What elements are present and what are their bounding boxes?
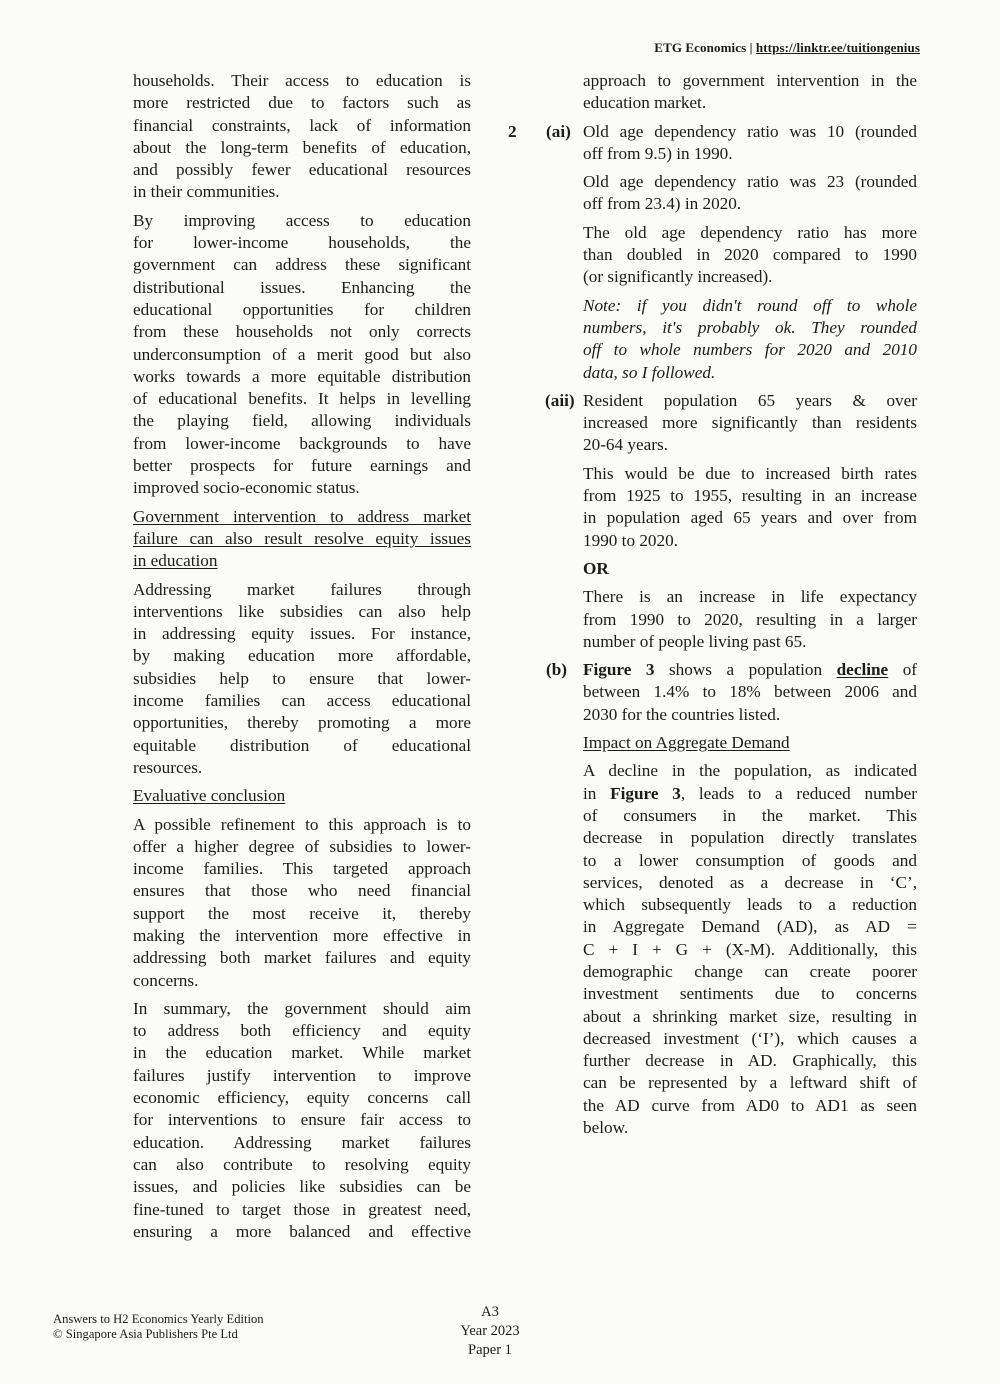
question-number: 2: [508, 121, 517, 141]
text-line: in addressing equity issues. For instance,: [133, 624, 471, 644]
text-line: opportunities, thereby promoting a more: [133, 713, 471, 733]
text-line: can also contribute to resolving equity: [133, 1154, 471, 1174]
text-line: In summary, the government should aim: [133, 998, 471, 1018]
text-line: education market.: [583, 93, 707, 113]
section-heading-ad: Impact on Aggregate Demand: [583, 733, 790, 753]
text-line: Addressing market failures through: [133, 579, 471, 599]
text-line: of consumers in the market. This: [583, 805, 917, 825]
text-line: subsidies help to ensure that lower-: [133, 668, 471, 688]
paragraph-summary: [133, 998, 471, 1243]
text-line: for interventions to ensure fair access to: [133, 1110, 471, 1130]
text-line: There is an increase in life expectancy: [583, 587, 917, 607]
question-2-ai: [508, 121, 917, 166]
brand-name: ETG Economics: [654, 40, 747, 55]
text-line: failure can also result resolve equity issues: [133, 528, 471, 548]
paragraph-access: [133, 70, 471, 204]
text-line: in Aggregate Demand (AD), as AD =: [583, 917, 917, 937]
footer-book-title: Answers to H2 Economics Yearly Edition: [53, 1312, 264, 1326]
text-line: below.: [583, 1118, 629, 1138]
section-heading-conclusion: Evaluative conclusion: [133, 786, 286, 806]
text-line: investment sentiments due to concerns: [583, 984, 917, 1004]
text-line: ensures that those who need financial: [133, 881, 471, 901]
text-line: to address both efficiency and equity: [133, 1021, 471, 1041]
text-line: education. Addressing market failures: [133, 1132, 471, 1152]
text-line: making the intervention more effective in: [133, 925, 471, 945]
text-line: households. Their access to education is: [133, 71, 471, 90]
text-line: offer a higher degree of subsidies to lower-: [133, 836, 471, 856]
paragraph-figure3-decline: Figure 3 shows a population decline of between 1.4% to 18% between 2006 and 2030 for the countries listed.: [583, 659, 917, 726]
header-link[interactable]: https://linktr.ee/tuitiongenius: [755, 40, 920, 55]
text-line: By improving access to education: [133, 210, 471, 230]
paragraph-summary-continued: [583, 70, 917, 115]
text-line: addressing both market failures and equity: [133, 948, 471, 968]
paragraph-improving-access: [133, 210, 471, 500]
text-line: interventions like subsidies can also help: [133, 601, 471, 621]
text-line: from lower-income backgrounds to have: [133, 433, 471, 453]
text-line: in education: [133, 551, 218, 571]
text-line: Resident population 65 years & over: [583, 390, 917, 410]
footer-copyright: © Singapore Asia Publishers Pte Ltd: [53, 1327, 238, 1341]
text-line: Old age dependency ratio was 23 (rounded: [583, 172, 917, 192]
paragraph-life-expectancy: [583, 586, 917, 653]
text-line: further decrease in AD. Graphically, this: [583, 1051, 917, 1071]
text-line: demographic change can create poorer: [583, 961, 917, 981]
paragraph-ratio-2020: [583, 171, 917, 216]
section-heading-equity: [133, 506, 471, 573]
text-line: from 1990 to 2020, resulting in a larger: [583, 609, 917, 629]
page-header: [654, 40, 920, 56]
note-rounding: [583, 295, 917, 384]
part-label-b: (b): [546, 660, 568, 680]
text-line: from these households not only corrects: [133, 322, 471, 342]
text-line: This would be due to increased birth rates: [583, 463, 917, 483]
text-line: C + I + G + (X-M). Additionally, this: [583, 939, 917, 959]
text-line: Old age dependency ratio was 10 (rounded: [583, 121, 917, 141]
text-line: The old age dependency ratio has more: [583, 222, 917, 242]
text-line: increased more significantly than residents: [583, 413, 917, 433]
text-line: improved socio-economic status.: [133, 478, 360, 498]
text-line: income families. This targeted approach: [133, 859, 471, 879]
part-label-ai: (ai): [546, 121, 571, 141]
text-line: Note: if you didn't round off to whole: [583, 295, 917, 315]
text-line: services, denoted as a decrease in ‘C’,: [583, 872, 917, 892]
text-line: decrease in population directly translates: [583, 828, 917, 848]
text-line: Government intervention to address market: [133, 506, 471, 526]
right-column: [508, 70, 918, 1145]
text-line: to a lower consumption of goods and: [583, 850, 917, 870]
text-line: and possibly fewer educational resources: [133, 160, 471, 180]
header-separator: |: [746, 40, 756, 55]
part-label-aii: (aii): [545, 390, 575, 410]
text-line: in their communities.: [133, 182, 280, 202]
text-line: off from 9.5) in 1990.: [583, 143, 733, 163]
text-line: A possible refinement to this approach is to: [133, 814, 471, 834]
text-line: fine-tuned to target those in greatest need,: [133, 1199, 471, 1219]
text-line: about a shrinking market size, resulting in: [583, 1006, 917, 1026]
text-line: off from 23.4) in 2020.: [583, 194, 742, 214]
text-line: the AD curve from AD0 to AD1 as seen: [583, 1095, 917, 1115]
text-line: underconsumption of a merit good but also: [133, 344, 471, 364]
text-line: issues, and policies like subsidies can be: [133, 1177, 471, 1197]
left-column: [133, 70, 471, 1249]
text-line: government can address these significant: [133, 255, 471, 275]
text-line: works towards a more equitable distribution: [133, 366, 471, 386]
footer-year: Year 2023: [460, 1323, 520, 1339]
question-2-aii: [545, 390, 917, 457]
text-line: between 1.4% to 18% between 2006 and: [583, 682, 917, 702]
text-line: approach to government intervention in the: [583, 71, 917, 90]
text-line: 1990 to 2020.: [583, 530, 679, 550]
text-line: of educational benefits. It helps in levelling: [133, 389, 471, 409]
paragraph-ad-impact: A decline in the population, as indicated in Figure 3, leads to a reduced number of consumers in the market. This decrease in population directly translates to a lower consumption of goods and services, denoted as a decrease in ‘C’, which subsequently leads to a reduction in Aggregate Demand (AD), as AD = C + I + G + (X-M). Additionally, this demographic change can create poorer investment sentiments due to concerns about a shrinking market size, resulting in decreased investment (‘I’), which causes a further decrease in AD. Graphically, this can be represented by a leftward shift of the AD curve from AD0 to AD1 as seen below.: [583, 760, 917, 1139]
text-line: the playing field, allowing individuals: [133, 411, 471, 431]
text-line: than doubled in 2020 compared to 1990: [583, 245, 917, 265]
paragraph-ratio-1990: [583, 121, 917, 166]
page-number: A3: [481, 1304, 499, 1320]
text-line: distributional issues. Enhancing the: [133, 277, 471, 297]
text-line: 20-64 years.: [583, 435, 668, 455]
text-line: concerns.: [133, 970, 199, 990]
footer-page-info: [440, 1303, 540, 1360]
paragraph-ratio-doubled: [583, 222, 917, 289]
text-line: better prospects for future earnings and: [133, 456, 471, 476]
question-2-b: [546, 659, 918, 726]
footer-publisher: [53, 1312, 264, 1342]
paragraph-addressing-failures: [133, 579, 471, 780]
text-line: by making education more affordable,: [133, 646, 471, 666]
footer-paper: Paper 1: [468, 1342, 512, 1358]
or-separator: OR: [583, 558, 609, 578]
text-line: in the education market. While market: [133, 1043, 471, 1063]
text-line: ensuring a more balanced and effective: [133, 1221, 471, 1241]
text-line: financial constraints, lack of information: [133, 115, 471, 135]
paragraph-resident-population: [583, 390, 917, 457]
text-line: resources.: [133, 757, 203, 777]
paragraph-refinement: [133, 814, 471, 992]
text-line: from 1925 to 1955, resulting in an increase: [583, 486, 917, 506]
paragraph-birth-rates: [583, 463, 917, 552]
text-line: 2030 for the countries listed.: [583, 704, 781, 724]
text-line: (or significantly increased).: [583, 267, 773, 287]
text-line: for lower-income households, the: [133, 233, 471, 253]
text-line: equitable distribution of educational: [133, 735, 471, 755]
text-line: income families can access educational: [133, 691, 471, 711]
text-line: educational opportunities for children: [133, 299, 471, 319]
text-line: in population aged 65 years and over from: [583, 508, 917, 528]
text-line: which subsequently leads to a reduction: [583, 895, 917, 915]
text-line: more restricted due to factors such as: [133, 93, 471, 113]
text-line: numbers, it's probably ok. They rounded: [583, 317, 917, 337]
text-line: support the most receive it, thereby: [133, 903, 471, 923]
text-line: decreased investment (‘I’), which causes a: [583, 1028, 917, 1048]
text-line: about the long-term benefits of education,: [133, 137, 471, 157]
text-line: number of people living past 65.: [583, 631, 807, 651]
text-line: can be represented by a leftward shift of: [583, 1073, 917, 1093]
text-line: data, so I followed.: [583, 362, 716, 382]
text-line: off to whole numbers for 2020 and 2010: [583, 340, 917, 360]
text-line: economic efficiency, equity concerns call: [133, 1088, 471, 1108]
text-line: failures justify intervention to improve: [133, 1065, 471, 1085]
